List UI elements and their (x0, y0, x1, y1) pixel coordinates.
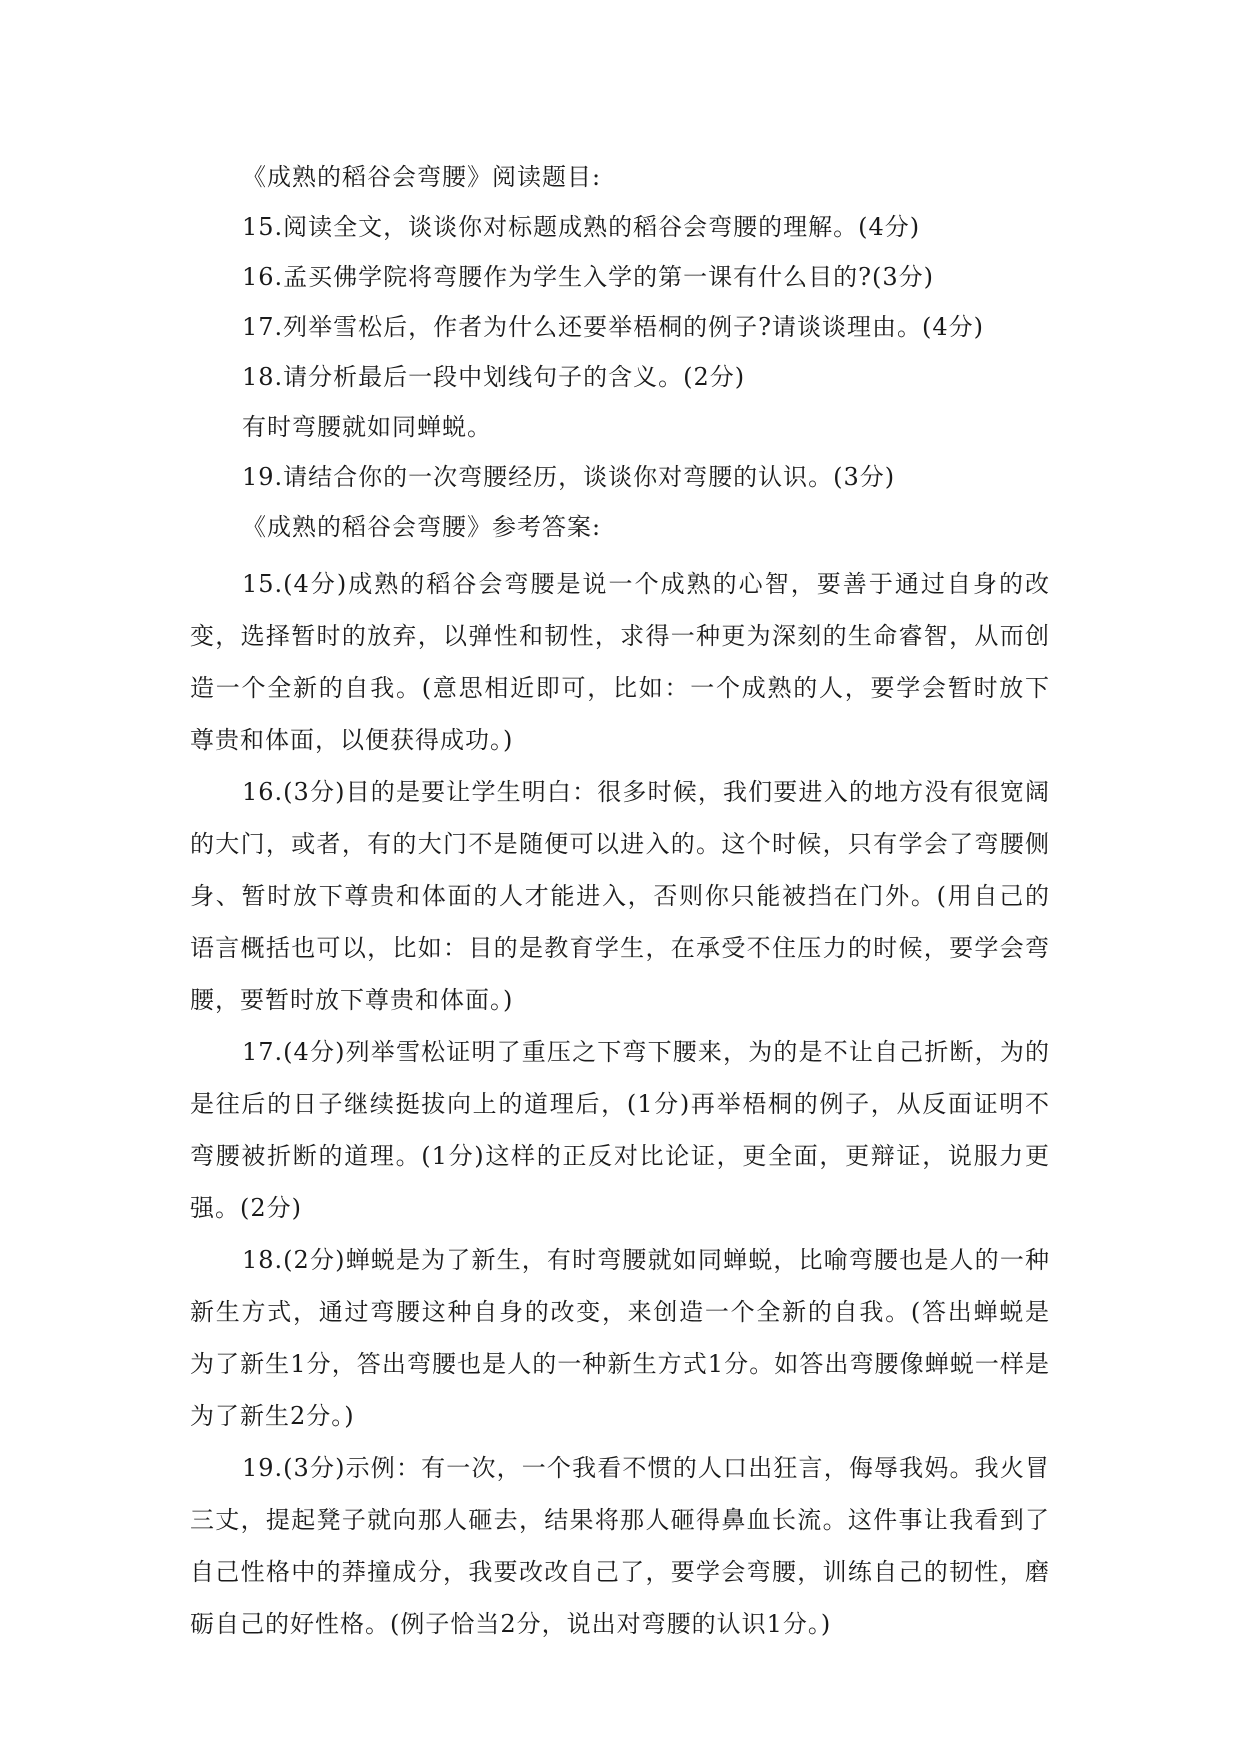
question-17: 17.列举雪松后，作者为什么还要举梧桐的例子?请谈谈理由。(4分) (242, 313, 985, 341)
question-19: 19.请结合你的一次弯腰经历，谈谈你对弯腰的认识。(3分) (242, 463, 896, 491)
answers-heading: 《成熟的稻谷会弯腰》参考答案: (242, 513, 602, 541)
answer-17: 17.(4分)列举雪松证明了重压之下弯下腰来，为的是不让自己折断，为的是往后的日子继续挺拔向上的道理后，(1分)再举梧桐的例子，从反面证明不弯腰被折断的道理。(1分)这样的正反对比论证，更全面，更辩证，说服力更强。(2分) (190, 1038, 1050, 1222)
answer-15: 15.(4分)成熟的稻谷会弯腰是说一个成熟的心智，要善于通过自身的改变，选择暂时的放弃，以弹性和韧性，求得一种更为深刻的生命睿智，从而创造一个全新的自我。(意思相近即可，比如：一个成熟的人，要学会暂时放下尊贵和体面，以便获得成功。) (190, 570, 1050, 754)
questions-heading: 《成熟的稻谷会弯腰》阅读题目: (242, 163, 602, 191)
answer-16: 16.(3分)目的是要让学生明白：很多时候，我们要进入的地方没有很宽阔的大门，或者，有的大门不是随便可以进入的。这个时候，只有学会了弯腰侧身、暂时放下尊贵和体面的人才能进入，否则你只能被挡在门外。(用自己的语言概括也可以，比如：目的是教育学生，在承受不住压力的时候，要学会弯腰，要暂时放下尊贵和体面。) (190, 778, 1050, 1014)
question-18: 18.请分析最后一段中划线句子的含义。(2分) (242, 363, 746, 391)
question-15: 15.阅读全文，谈谈你对标题成熟的稻谷会弯腰的理解。(4分) (242, 213, 921, 241)
quoted-sentence: 有时弯腰就如同蝉蜕。 (242, 413, 492, 441)
answer-18: 18.(2分)蝉蜕是为了新生，有时弯腰就如同蝉蜕，比喻弯腰也是人的一种新生方式，通过弯腰这种自身的改变，来创造一个全新的自我。(答出蝉蜕是为了新生1分，答出弯腰也是人的一种新生方式1分。如答出弯腰像蝉蜕一样是为了新生2分。) (190, 1246, 1050, 1430)
answer-19: 19.(3分)示例：有一次，一个我看不惯的人口出狂言，侮辱我妈。我火冒三丈，提起凳子就向那人砸去，结果将那人砸得鼻血长流。这件事让我看到了自己性格中的莽撞成分，我要改改自己了，要学会弯腰，训练自己的韧性，磨砺自己的好性格。(例子恰当2分，说出对弯腰的认识1分。) (190, 1454, 1050, 1638)
question-16: 16.孟买佛学院将弯腰作为学生入学的第一课有什么目的?(3分) (242, 263, 935, 291)
document-body (190, 158, 1050, 1650)
